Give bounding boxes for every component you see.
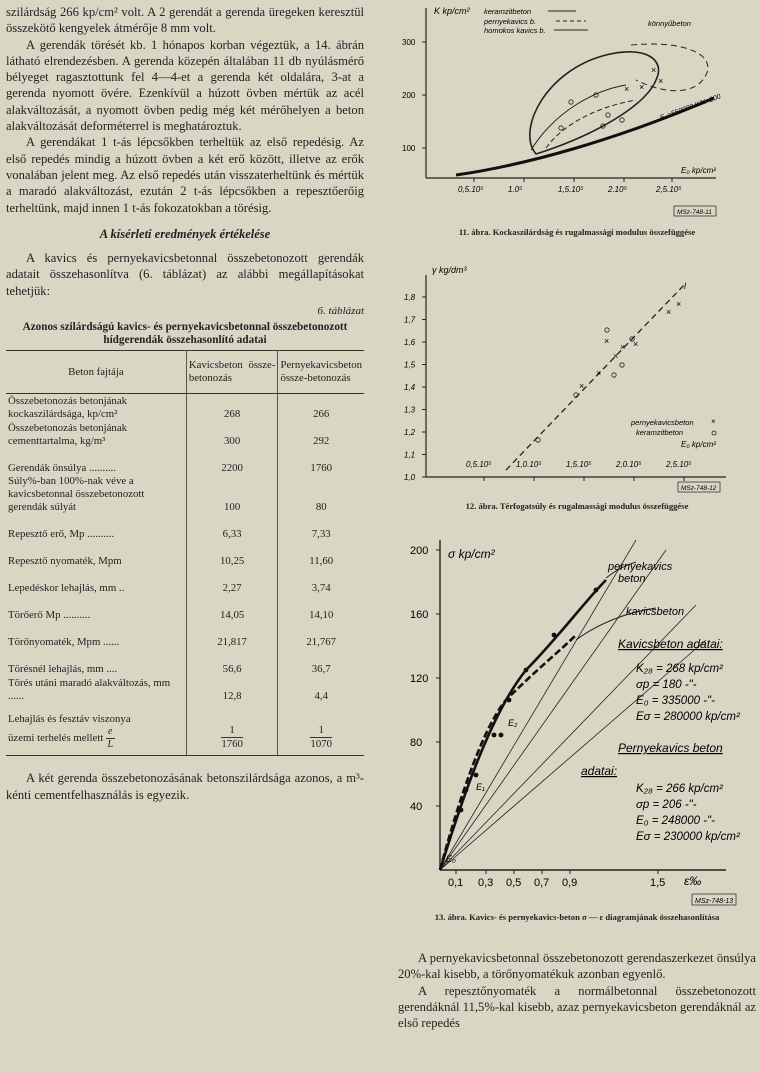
paragraph: A gerendákat 1 t-ás lépcsőkben terheltük az első repedésig. Az első repedés mindig a húzott övben a két erő között, illetve az erők vonalában jelent meg. Az első repedés után visszaterheltünk és mértük a maradó alakváltozást, ezután 2 t-ás lépcsőkben a repesztőerőig terheltünk, majd innen 1 t-ás fokozatokban a törésig. — [6, 135, 364, 215]
y-axis-label: K kp/cm² — [434, 6, 470, 16]
row-label: Összebetonozás betonjának kockaszilárdsága, kp/cm² — [6, 394, 186, 422]
figure-12-chart — [396, 255, 758, 495]
figure-11-caption: 11. ábra. Kockaszilárdság és rugalmassági modulus összefüggése — [458, 227, 696, 237]
table-row — [6, 475, 364, 514]
pernyekavicsbeton-value: 11,60 — [309, 555, 334, 568]
y-tick-label: 1,0 — [404, 473, 416, 482]
row-label: Súly%-ban 100%-nak véve a kavicsbetonnal összebetonozott gerendák súlyát — [6, 475, 186, 514]
svg-text:×: × — [658, 76, 664, 86]
pernyekavicsbeton-value: 14,10 — [309, 609, 334, 622]
svg-text:×: × — [633, 339, 639, 349]
y-tick-label: 80 — [410, 737, 423, 749]
x-tick-label: 1.0⁵ — [508, 185, 523, 194]
kavicsbeton-value: 6,33 — [186, 514, 278, 541]
kavicsbeton-value: 100 — [186, 475, 278, 514]
legend-homokos: homokos kavics b. — [484, 26, 546, 35]
header-cell: Pernyekavicsbeton össze-betonozás — [278, 351, 364, 394]
paragraph: A gerendák törését kb. 1 hónapos korban végeztük, a 14. ábrán látható elrendezésben. A gerenda közepén általában 11 db nyúlásmérő bélyeget ragasztottunk fel 4—4-et a gerenda két oldalára, 3-at a gerenda nyomott övére. Ezenkívül a húzott övben mértük az acél alakváltozását, a nyomott övben pedig még két mérőhelyen a beton alakváltozását deforméterrel is meghatároztuk. — [6, 37, 364, 134]
y-axis-label: γ kg/dm³ — [432, 265, 467, 275]
y-tick-label: 1,6 — [404, 338, 416, 347]
kavicsbeton-data-line: K₂₈ = 268 kp/cm² — [636, 663, 723, 675]
x-tick-label: 0,1 — [448, 877, 464, 889]
table-row — [6, 649, 364, 676]
figure-11 — [396, 0, 758, 245]
x-tick-label: 2,5.10⁵ — [656, 185, 682, 194]
row-label: Törés utáni maradó alakváltozás, mm ...... — [6, 676, 186, 703]
figure-stamp: MSz-748-13 — [695, 898, 734, 905]
e-label-1: E₁ — [476, 782, 485, 792]
y-tick-label: 300 — [402, 38, 416, 47]
table-row — [6, 394, 364, 422]
figure-13-caption: 13. ábra. Kavics- és pernyekavics-beton σ — ε diagramjának összehasonlítása — [434, 912, 720, 922]
row-label: Repesztő nyomaték, Mpm — [6, 541, 186, 568]
pernyekavicsbeton-value: 21,767 — [306, 636, 337, 649]
kavicsbeton-value: $\frac{1}{1760}$ — [186, 703, 278, 756]
svg-text:×: × — [604, 336, 610, 346]
kavicsbeton-value: 10,25 — [186, 541, 278, 568]
pernyekavicsbeton-value: 3,74 — [311, 582, 331, 595]
pernyekavics-data-subtitle: adatai: — [581, 764, 618, 778]
y-tick-label: 1,1 — [404, 450, 416, 460]
table-row — [6, 595, 364, 622]
legend-pernyekavics: pernyekavics b. — [484, 17, 537, 26]
label-konnyubeton: könnyűbeton — [648, 19, 691, 28]
x-tick-label: 0,5.10⁵ — [458, 185, 484, 194]
kavicsbeton-data-line: Eσ = 280000 kp/cm² — [636, 711, 740, 723]
paragraph: szilárdság 266 kp/cm² volt. A 2 gerendát a gerenda üregeken keresztül összekötő kengyelek átmérője 8 mm volt. — [6, 5, 364, 36]
pernyekavics-data-line: E₀ = 248000 -"- — [636, 815, 715, 827]
x-tick-label: 1,5.10⁵ — [566, 460, 592, 469]
x-tick-label: 0,7 — [534, 877, 550, 889]
x-tick-label: 1,5.10⁵ — [558, 185, 584, 194]
y-tick-label: 1,5 — [404, 360, 416, 370]
row-label-line: üzemi terhelés mellett — [8, 732, 104, 745]
pernyekavics-data-line: σp = 206 -"- — [636, 799, 697, 811]
y-tick-label: 1,2 — [404, 428, 416, 437]
section-title: A kísérleti eredmények értékelése — [99, 226, 271, 241]
pernyekavicsbeton-value: 1760 — [310, 462, 333, 475]
y-tick-label: 160 — [410, 609, 429, 621]
table-row — [6, 514, 364, 541]
y-tick-label: 40 — [410, 801, 423, 813]
kavicsbeton-value: 300 — [186, 421, 278, 448]
kavicsbeton-value: 14,05 — [186, 595, 278, 622]
y-tick-label: 1,3 — [404, 405, 416, 415]
legend-keramzitbeton: keramzitbeton — [636, 428, 684, 437]
header-cell: Kavicsbeton össze-betonozás — [186, 351, 278, 394]
right-column-text — [398, 950, 756, 1031]
table-row — [6, 421, 364, 448]
svg-text:×: × — [596, 368, 602, 378]
pernyekavicsbeton-value: 80 — [315, 501, 327, 514]
x-tick-label: 0,5.10⁵ — [466, 460, 492, 469]
svg-text:l: l — [684, 281, 686, 291]
kavicsbeton-value: 56,6 — [186, 649, 278, 676]
y-tick-label: 120 — [410, 673, 429, 685]
table-row — [6, 703, 364, 756]
pernyekavics-data-line: K₂₈ = 266 kp/cm² — [636, 783, 723, 795]
x-axis-label: E₀ kp/cm² — [681, 166, 716, 175]
kavicsbeton-value: 2,27 — [186, 568, 278, 595]
figure-13 — [396, 530, 758, 915]
pernyekavicsbeton-value: 4,4 — [314, 690, 328, 703]
svg-text:×: × — [620, 342, 626, 352]
left-column — [6, 4, 364, 803]
paragraph: A repesztőnyomaték a normálbetonnal összebetonozott gerendáknál 11,5%-kal kisebb, azaz pernyekavicsbeton gerendáknál az első repedés — [398, 983, 756, 1031]
figure-stamp: MSz-748-12 — [681, 485, 717, 492]
svg-text:×: × — [711, 417, 716, 426]
kavicsbeton-data-title: Kavicsbeton adatai: — [618, 637, 723, 651]
kavicsbeton-value: 21,817 — [186, 622, 278, 649]
pernyekavics-data-title: Pernyekavics beton — [618, 741, 723, 755]
table-row — [6, 622, 364, 649]
e-label-2: E₂ — [508, 718, 518, 728]
x-tick-label: 2.10⁵ — [608, 185, 627, 194]
kavicsbeton-data-line: E₀ = 335000 -"- — [636, 695, 715, 707]
table-row — [6, 448, 364, 475]
y-tick-label: 1,4 — [404, 383, 416, 392]
x-tick-label: 2,5.10⁵ — [666, 460, 692, 469]
row-label: Lepedéskor lehajlás, mm .. — [6, 568, 186, 595]
figure-12-caption: 12. ábra. Térfogatsúly és rugalmassági modulus összefüggése — [465, 501, 689, 511]
svg-text:×: × — [651, 65, 657, 75]
pernyekavicsbeton-value: 292 — [313, 435, 330, 448]
row-label-line: Lehajlás és fesztáv viszonya — [8, 713, 131, 726]
paragraph: A pernyekavicsbetonnal összebetonozott gerendaszerkezet önsúlya 20%-kal kisebb, a törőnyomatékuk azonban egyenlő. — [398, 951, 756, 982]
row-label — [6, 703, 186, 756]
kavicsbeton-value: 2200 — [186, 448, 278, 475]
table-row — [6, 541, 364, 568]
pernyekavicsbeton-value: 266 — [313, 408, 330, 421]
legend-pernyekavicsbeton: pernyekavicsbeton — [631, 418, 694, 427]
x-axis-label: ε‰ — [684, 874, 702, 888]
kavicsbeton-value: 268 — [186, 394, 278, 422]
y-tick-label: 200 — [402, 91, 416, 100]
pernyekavicsbeton-value: $\frac{1}{1070}$ — [278, 703, 364, 756]
svg-text:×: × — [639, 82, 645, 92]
y-tick-label: 100 — [402, 144, 416, 153]
x-tick-label: 0,5 — [506, 877, 522, 889]
x-tick-label: 1,0.10⁵ — [516, 460, 542, 469]
row-label: Törésnél lehajlás, mm .... — [6, 649, 186, 676]
x-tick-label: 0,9 — [562, 877, 578, 889]
e-label-0: E₀ — [446, 854, 456, 864]
row-label: Törőnyomaték, Mpm ...... — [6, 622, 186, 649]
figure-13-chart — [396, 530, 758, 915]
figure-12 — [396, 255, 758, 495]
row-label: Törőerő Mp .......... — [6, 595, 186, 622]
y-tick-label: 1,7 — [404, 315, 416, 325]
curve-label: E₀=550000 K/K+200 — [659, 93, 722, 122]
svg-text:×: × — [676, 299, 682, 309]
header-cell: Beton fajtája — [6, 351, 186, 394]
svg-text:×: × — [624, 84, 630, 94]
curve-label-kavicsbeton: kavicsbeton — [626, 606, 685, 618]
y-tick-label: 1,8 — [404, 293, 416, 302]
x-axis-label: E₀ kp/cm² — [681, 440, 716, 449]
pernyekavicsbeton-value: 36,7 — [311, 663, 331, 676]
kavicsbeton-value: 12,8 — [186, 676, 278, 703]
table-title: Azonos szilárdságú kavics- és pernyekavicsbetonnal összebetonozott hídgerendák összehasonlító adatai — [22, 321, 348, 347]
figure-stamp: MSz-748-11 — [677, 209, 712, 216]
curve-label-pernyekavics: pernyekavics beton — [608, 561, 673, 585]
table-row — [6, 676, 364, 703]
table-row — [6, 568, 364, 595]
table-header-row — [6, 351, 364, 394]
comparison-table — [6, 350, 364, 756]
row-label: Repesztő erő, Mp .......... — [6, 514, 186, 541]
y-tick-label: 200 — [410, 545, 429, 557]
row-label: Összebetonozás betonjának cementtartalma, kg/m³ — [6, 421, 186, 448]
pernyekavics-data-line: Eσ = 230000 kp/cm² — [636, 831, 740, 843]
pernyekavicsbeton-value: 7,33 — [311, 528, 331, 541]
ratio-fraction: $\frac{e}{L}$ — [107, 726, 114, 751]
x-tick-label: 1,5 — [650, 877, 666, 889]
y-axis-label: σ kp/cm² — [448, 547, 495, 561]
paragraph: A két gerenda összebetonozásának betonszilárdsága azonos, a m³-kénti cementfelhasználás is egyezik. — [6, 771, 364, 802]
row-label: Gerendák önsúlya .......... — [6, 448, 186, 475]
x-tick-label: 2,0.10⁵ — [616, 460, 642, 469]
table-number: 6. táblázat — [317, 305, 364, 318]
paragraph: A kavics és pernyekavicsbetonnal összebetonozott gerendák adatait összehasonlítva (6. táblázat) az alábbi megállapításokat tehetjük: — [6, 251, 364, 298]
svg-text:×: × — [666, 307, 672, 317]
figure-11-chart — [396, 0, 758, 245]
svg-text:×: × — [579, 381, 585, 391]
kavicsbeton-data-line: σp = 180 -"- — [636, 679, 697, 691]
legend-keramzit: keramzitbeton — [484, 7, 532, 16]
svg-text:×: × — [613, 351, 619, 361]
x-tick-label: 0,3 — [478, 877, 494, 889]
